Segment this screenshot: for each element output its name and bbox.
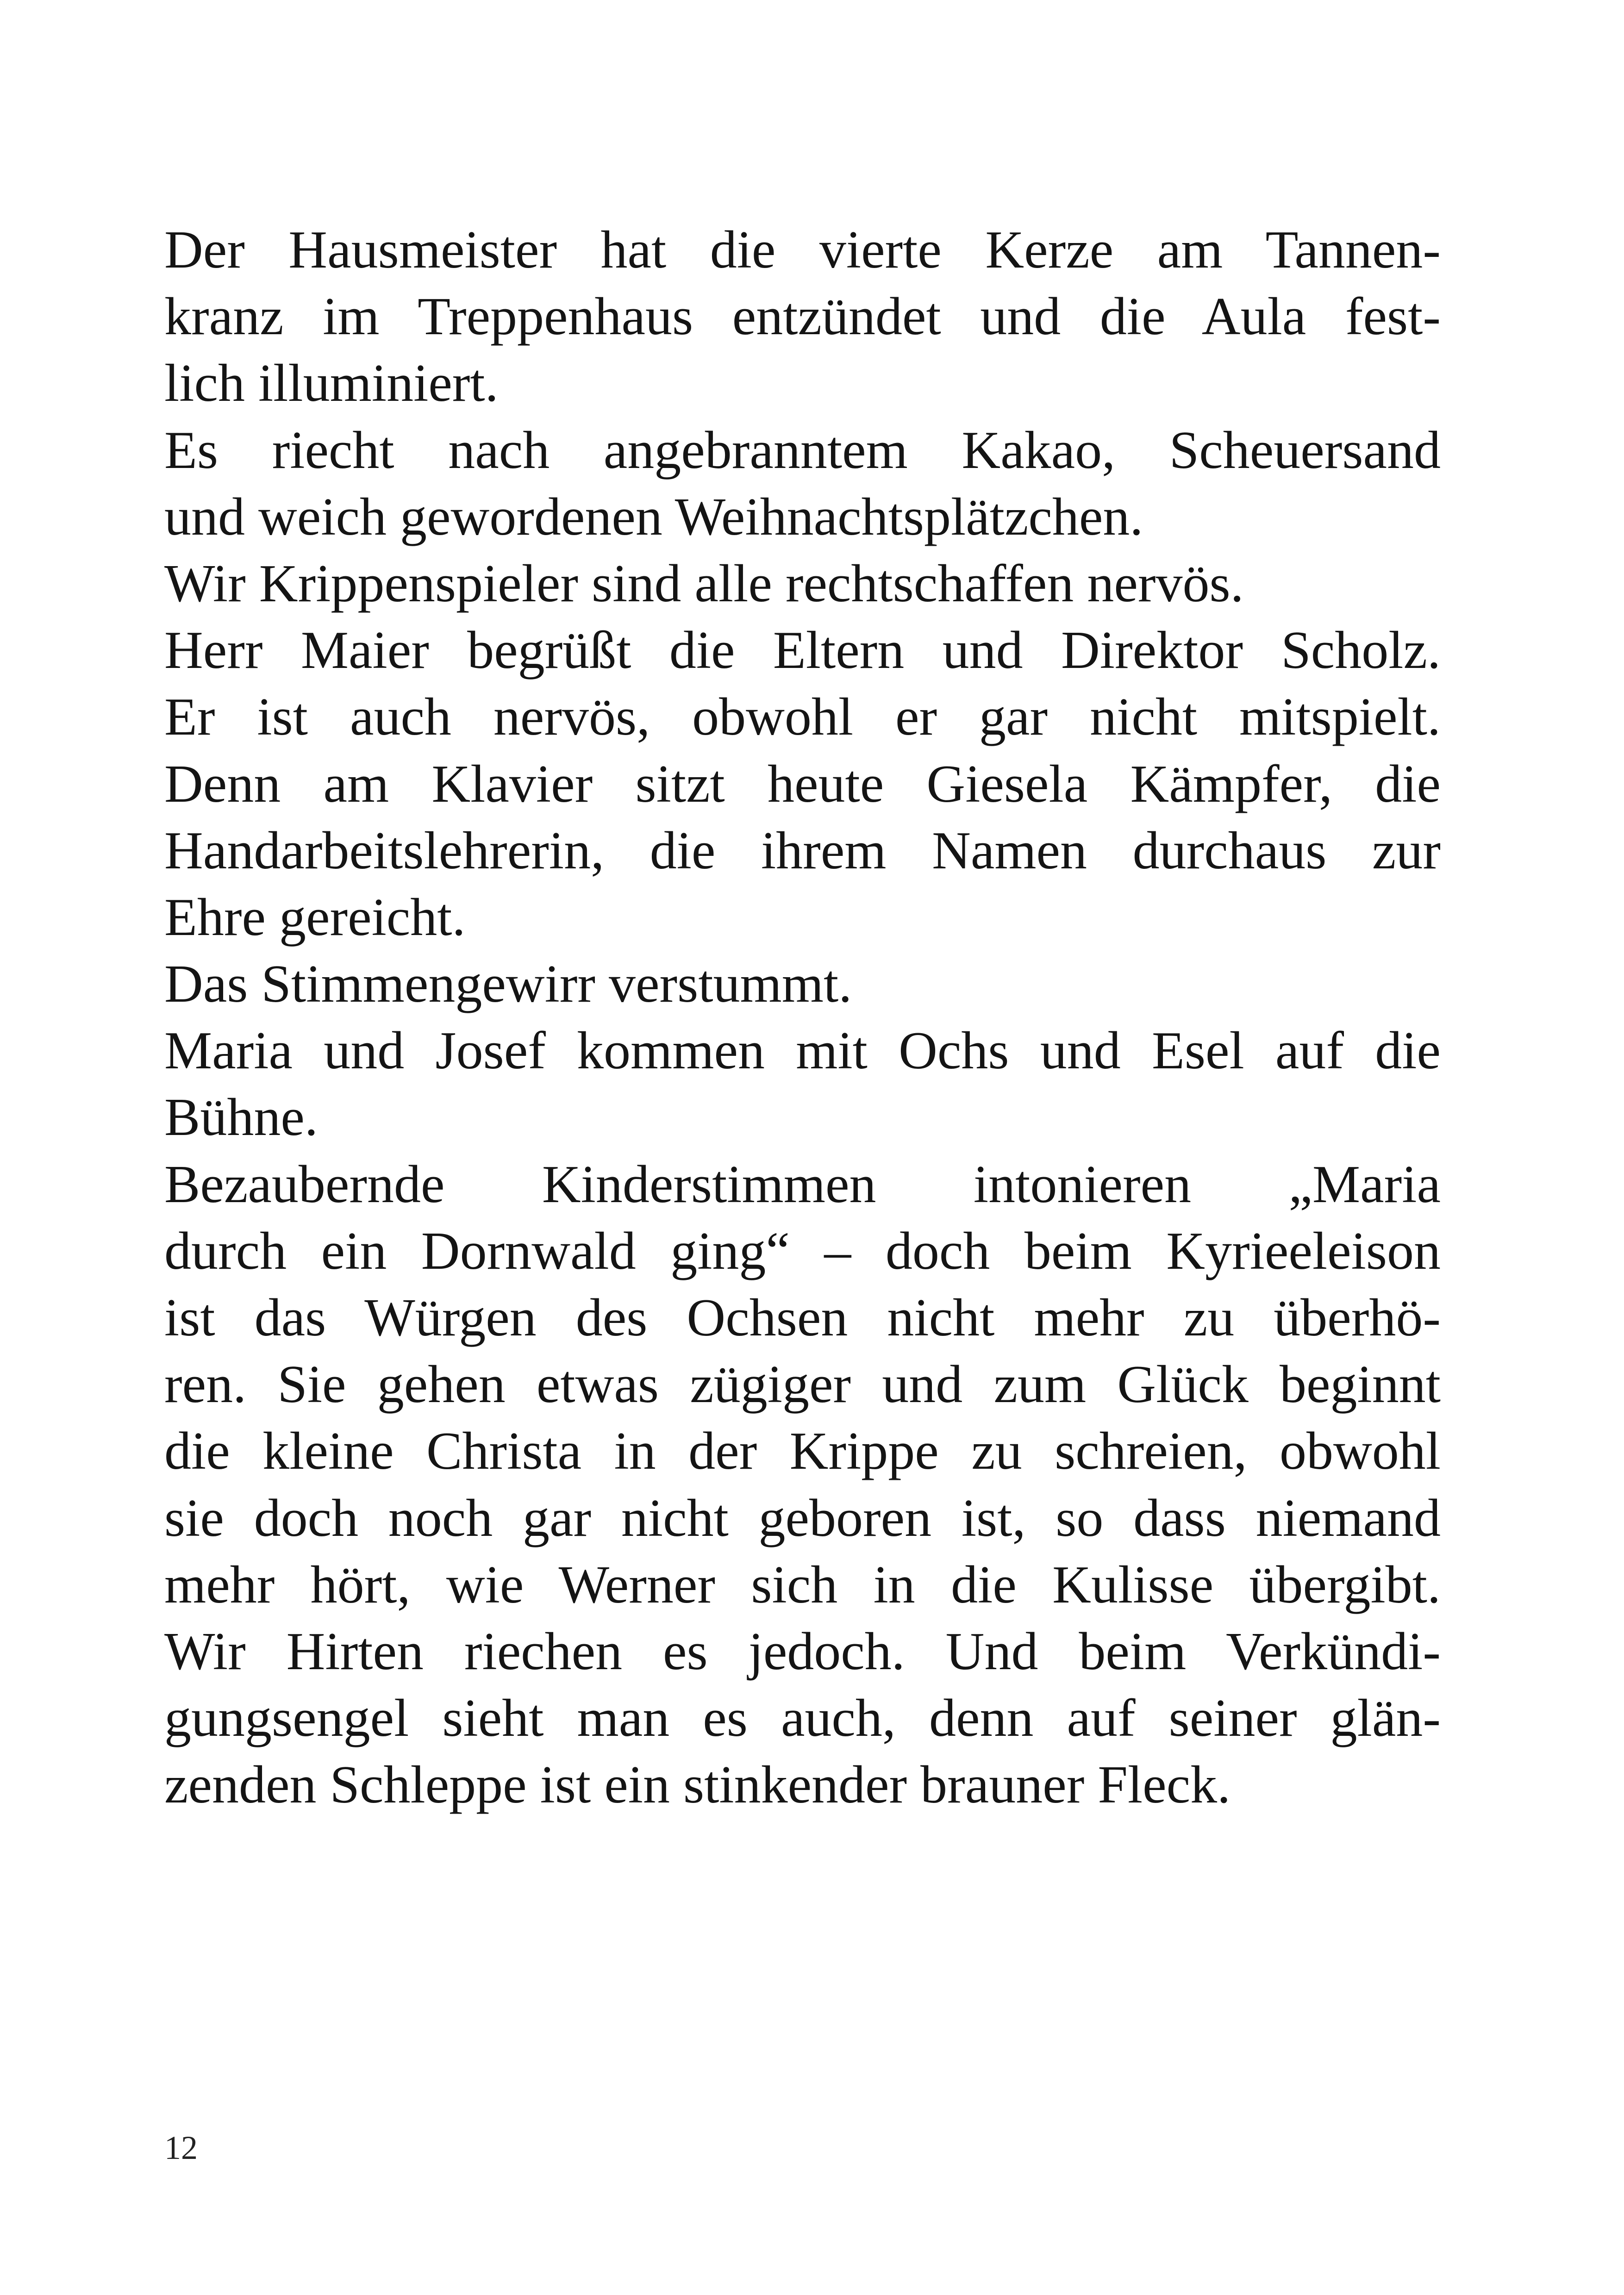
text-line: sie doch noch gar nicht geboren ist, so dass niemand xyxy=(164,1488,1441,1548)
text-line: zenden Schleppe ist ein stinkender brauner Fleck. xyxy=(164,1755,1231,1815)
text-line: Bühne. xyxy=(164,1088,318,1148)
body-text xyxy=(164,217,1441,1819)
page-number: 12 xyxy=(164,2129,198,2166)
text-line: Wir Krippenspieler sind alle rechtschaffen nervös. xyxy=(164,554,1244,613)
text-line: durch ein Dornwald ging“ – doch beim Kyrieeleison xyxy=(164,1221,1441,1281)
text-line: Ehre gereicht. xyxy=(164,887,466,947)
text-line: die kleine Christa in der Krippe zu schreien, obwohl xyxy=(164,1422,1441,1481)
text-line: Der Hausmeister hat die vierte Kerze am Tannen- xyxy=(164,220,1441,280)
text-line: Es riecht nach angebranntem Kakao, Scheuersand xyxy=(164,420,1441,480)
text-line: Bezaubernde Kinderstimmen intonieren „Maria xyxy=(164,1154,1441,1214)
text-line: ren. Sie gehen etwas zügiger und zum Glück beginnt xyxy=(164,1355,1441,1415)
text-line: Maria und Josef kommen mit Ochs und Esel auf die xyxy=(164,1021,1441,1081)
text-line: Denn am Klavier sitzt heute Giesela Kämpfer, die xyxy=(164,754,1441,814)
text-line: Das Stimmengewirr verstummt. xyxy=(164,954,852,1014)
text-line: ist das Würgen des Ochsen nicht mehr zu überhö- xyxy=(164,1288,1441,1347)
text-line: kranz im Treppenhaus entzündet und die Aula fest- xyxy=(164,287,1441,347)
text-line: Wir Hirten riechen es jedoch. Und beim Verkündi- xyxy=(164,1621,1441,1681)
text-line: Herr Maier begrüßt die Eltern und Direktor Scholz. xyxy=(164,621,1441,680)
text-line: Er ist auch nervös, obwohl er gar nicht mitspielt. xyxy=(164,687,1441,747)
text-line: und weich gewordenen Weihnachtsplätzchen. xyxy=(164,487,1143,547)
text-line: lich illuminiert. xyxy=(164,354,499,413)
text-line: Handarbeitslehrerin, die ihrem Namen durchaus zur xyxy=(164,821,1441,880)
text-line: mehr hört, wie Werner sich in die Kulisse übergibt. xyxy=(164,1555,1441,1615)
text-line: gungsengel sieht man es auch, denn auf seiner glän- xyxy=(164,1689,1441,1748)
